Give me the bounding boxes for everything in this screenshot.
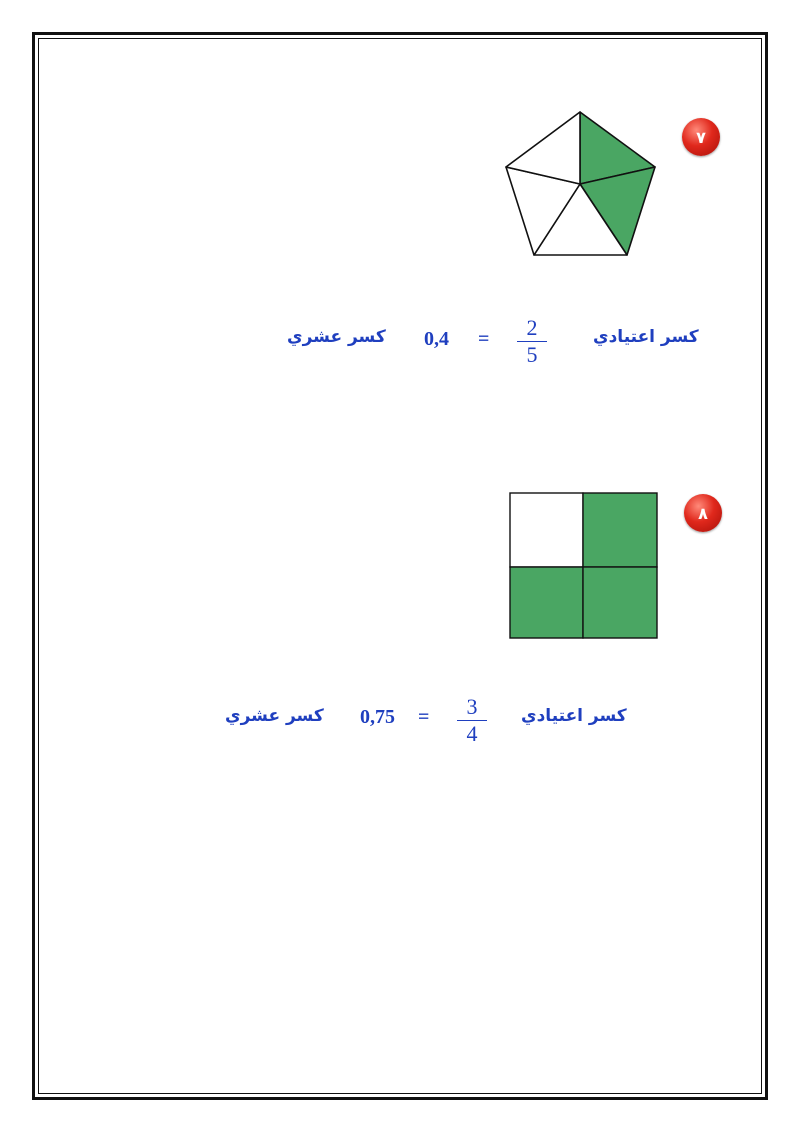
problem-number-badge [684,494,722,532]
common-fraction [517,316,547,367]
common-fraction-label: كسر اعتيادي [521,706,627,726]
problem-number-badge [682,118,720,156]
square-part-top-left [510,493,583,567]
decimal-value: 0,4 [424,328,449,350]
decimal-fraction-label: كسر عشري [225,706,324,726]
decimal-fraction-label: كسر عشري [287,327,386,347]
square-part-shaded-top-right [583,493,657,567]
numerator: 2 [526,315,538,340]
decimal-value: 0,75 [360,706,395,728]
problem-number: ٨ [698,503,708,523]
pentagon-figure [500,105,670,265]
square-part-shaded-bottom-left [510,567,583,638]
problem-number: ٧ [696,127,706,147]
square-figure [508,491,660,641]
denominator: 4 [466,721,478,746]
common-fraction [457,695,487,746]
denominator: 5 [526,342,538,367]
equals-sign: = [478,328,490,350]
equals-sign: = [418,706,430,728]
square-part-shaded-bottom-right [583,567,657,638]
numerator: 3 [466,694,478,719]
common-fraction-label: كسر اعتيادي [593,327,699,347]
